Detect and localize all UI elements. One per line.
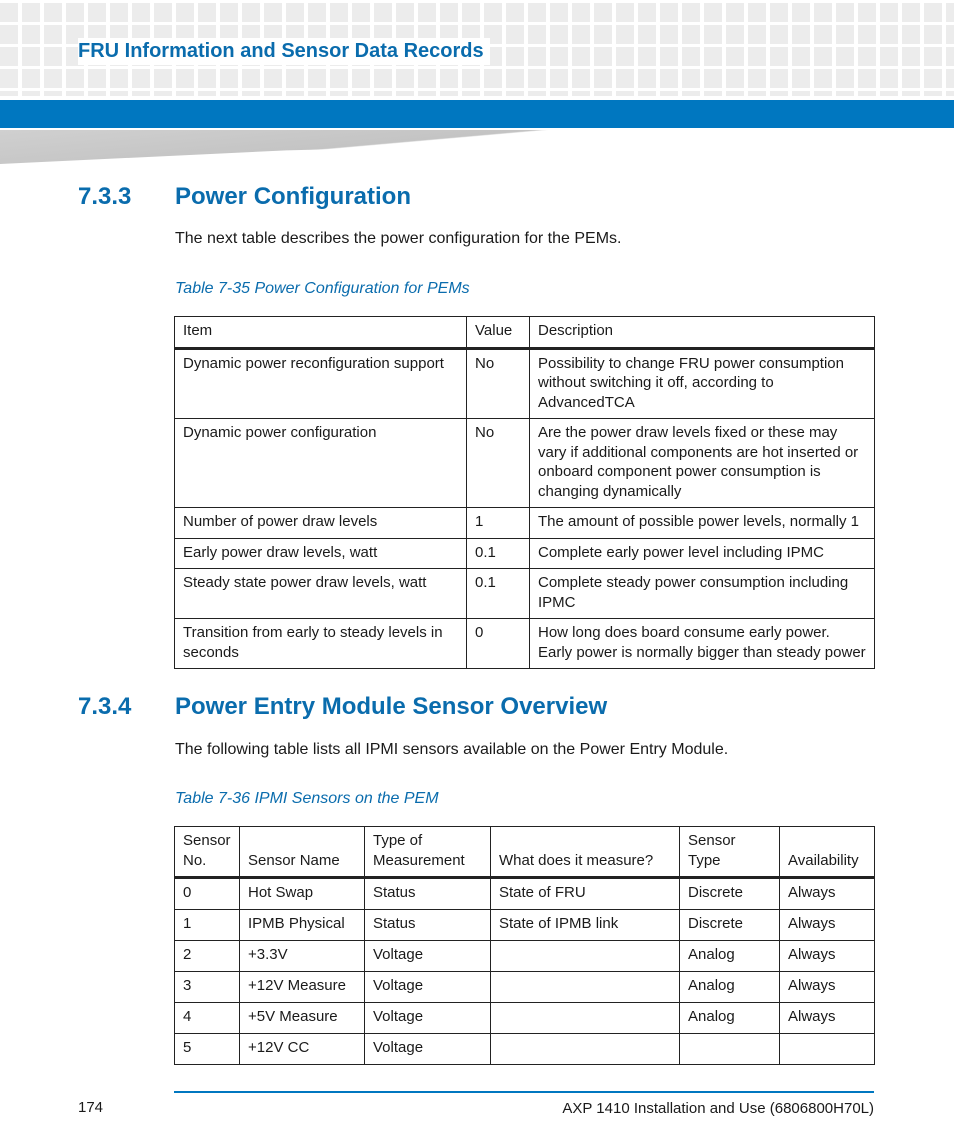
section-heading-733	[78, 183, 411, 211]
table-cell: 1	[175, 910, 240, 941]
table-cell: IPMB Physical	[240, 910, 365, 941]
table-cell: +12V Measure	[240, 972, 365, 1003]
table-cell: Voltage	[365, 1003, 491, 1034]
table-cell	[680, 1034, 780, 1065]
table-cell: Always	[780, 972, 875, 1003]
table-cell	[491, 941, 680, 972]
column-header: Description	[530, 317, 875, 349]
table-cell: State of IPMB link	[491, 910, 680, 941]
table-cell: Discrete	[680, 878, 780, 910]
table-cell: Analog	[680, 972, 780, 1003]
table-cell: +12V CC	[240, 1034, 365, 1065]
table-row	[175, 941, 875, 972]
column-header: Type of Measurement	[365, 827, 491, 878]
column-header: Value	[467, 317, 530, 349]
table-row	[175, 419, 875, 508]
table-cell: No	[467, 348, 530, 419]
section-intro: The following table lists all IPMI sensors available on the Power Entry Module.	[175, 741, 729, 758]
table-row	[175, 619, 875, 669]
table-caption: Table 7-36 IPMI Sensors on the PEM	[175, 790, 439, 807]
table-cell: +3.3V	[240, 941, 365, 972]
table-cell: Always	[780, 941, 875, 972]
table-cell: Status	[365, 878, 491, 910]
table-cell: Always	[780, 1003, 875, 1034]
table-cell: Steady state power draw levels, watt	[175, 569, 467, 619]
table-cell: 2	[175, 941, 240, 972]
table-row	[175, 1003, 875, 1034]
table-cell: How long does board consume early power. Early power is normally bigger than steady power	[530, 619, 875, 669]
table-cell: Discrete	[680, 910, 780, 941]
table-caption: Table 7-35 Power Configuration for PEMs	[175, 280, 470, 297]
table-row	[175, 569, 875, 619]
table-cell: Always	[780, 910, 875, 941]
table-row	[175, 538, 875, 569]
table-row	[175, 910, 875, 941]
section-title: Power Configuration	[175, 183, 411, 210]
table-cell: Possibility to change FRU power consumption without switching it off, according to AdvancedTCA	[530, 348, 875, 419]
column-header: Sensor Type	[680, 827, 780, 878]
table-cell: State of FRU	[491, 878, 680, 910]
table-cell	[780, 1034, 875, 1065]
column-header: Sensor No.	[175, 827, 240, 878]
table-cell: The amount of possible power levels, normally 1	[530, 508, 875, 539]
power-configuration-table	[174, 316, 875, 669]
document-title: AXP 1410 Installation and Use (6806800H70L)	[562, 1100, 874, 1117]
table-row	[175, 972, 875, 1003]
table-cell: 0.1	[467, 569, 530, 619]
table-cell: Are the power draw levels fixed or these may vary if additional components are hot inserted or onboard component power consumption is changing dynamically	[530, 419, 875, 508]
section-number: 7.3.3	[78, 183, 132, 210]
table-cell: +5V Measure	[240, 1003, 365, 1034]
table-cell: Dynamic power reconfiguration support	[175, 348, 467, 419]
table-header-row	[175, 317, 875, 349]
section-intro: The next table describes the power configuration for the PEMs.	[175, 230, 622, 247]
table-row	[175, 1034, 875, 1065]
table-cell: Analog	[680, 1003, 780, 1034]
table-cell: Voltage	[365, 1034, 491, 1065]
running-title: FRU Information and Sensor Data Records	[78, 38, 490, 65]
column-header: What does it measure?	[491, 827, 680, 878]
column-header: Availability	[780, 827, 875, 878]
ipmi-sensors-table	[174, 826, 875, 1065]
table-cell: Early power draw levels, watt	[175, 538, 467, 569]
header-gray-swoosh	[0, 130, 954, 164]
table-cell: Dynamic power configuration	[175, 419, 467, 508]
table-cell: 0	[175, 878, 240, 910]
section-heading-734	[78, 693, 607, 721]
column-header: Item	[175, 317, 467, 349]
table-cell	[491, 1003, 680, 1034]
table-cell: Transition from early to steady levels in seconds	[175, 619, 467, 669]
table-cell: Complete steady power consumption including IPMC	[530, 569, 875, 619]
page-number: 174	[78, 1099, 104, 1116]
table-row	[175, 878, 875, 910]
table-cell: Hot Swap	[240, 878, 365, 910]
table-cell: Number of power draw levels	[175, 508, 467, 539]
table-cell: Complete early power level including IPMC	[530, 538, 875, 569]
table-row	[175, 348, 875, 419]
column-header: Sensor Name	[240, 827, 365, 878]
table-cell: Always	[780, 878, 875, 910]
section-title: Power Entry Module Sensor Overview	[175, 693, 608, 720]
table-cell: 4	[175, 1003, 240, 1034]
table-row	[175, 508, 875, 539]
table-cell: 0.1	[467, 538, 530, 569]
table-cell: No	[467, 419, 530, 508]
table-cell: 0	[467, 619, 530, 669]
table-cell	[491, 1034, 680, 1065]
table-cell: Status	[365, 910, 491, 941]
table-cell: Analog	[680, 941, 780, 972]
table-cell: 3	[175, 972, 240, 1003]
table-cell: Voltage	[365, 941, 491, 972]
table-header-row	[175, 827, 875, 878]
table-cell: 5	[175, 1034, 240, 1065]
table-cell	[491, 972, 680, 1003]
table-cell: 1	[467, 508, 530, 539]
footer-rule	[174, 1091, 874, 1093]
table-cell: Voltage	[365, 972, 491, 1003]
section-number: 7.3.4	[78, 693, 132, 720]
header-blue-bar	[0, 100, 954, 128]
